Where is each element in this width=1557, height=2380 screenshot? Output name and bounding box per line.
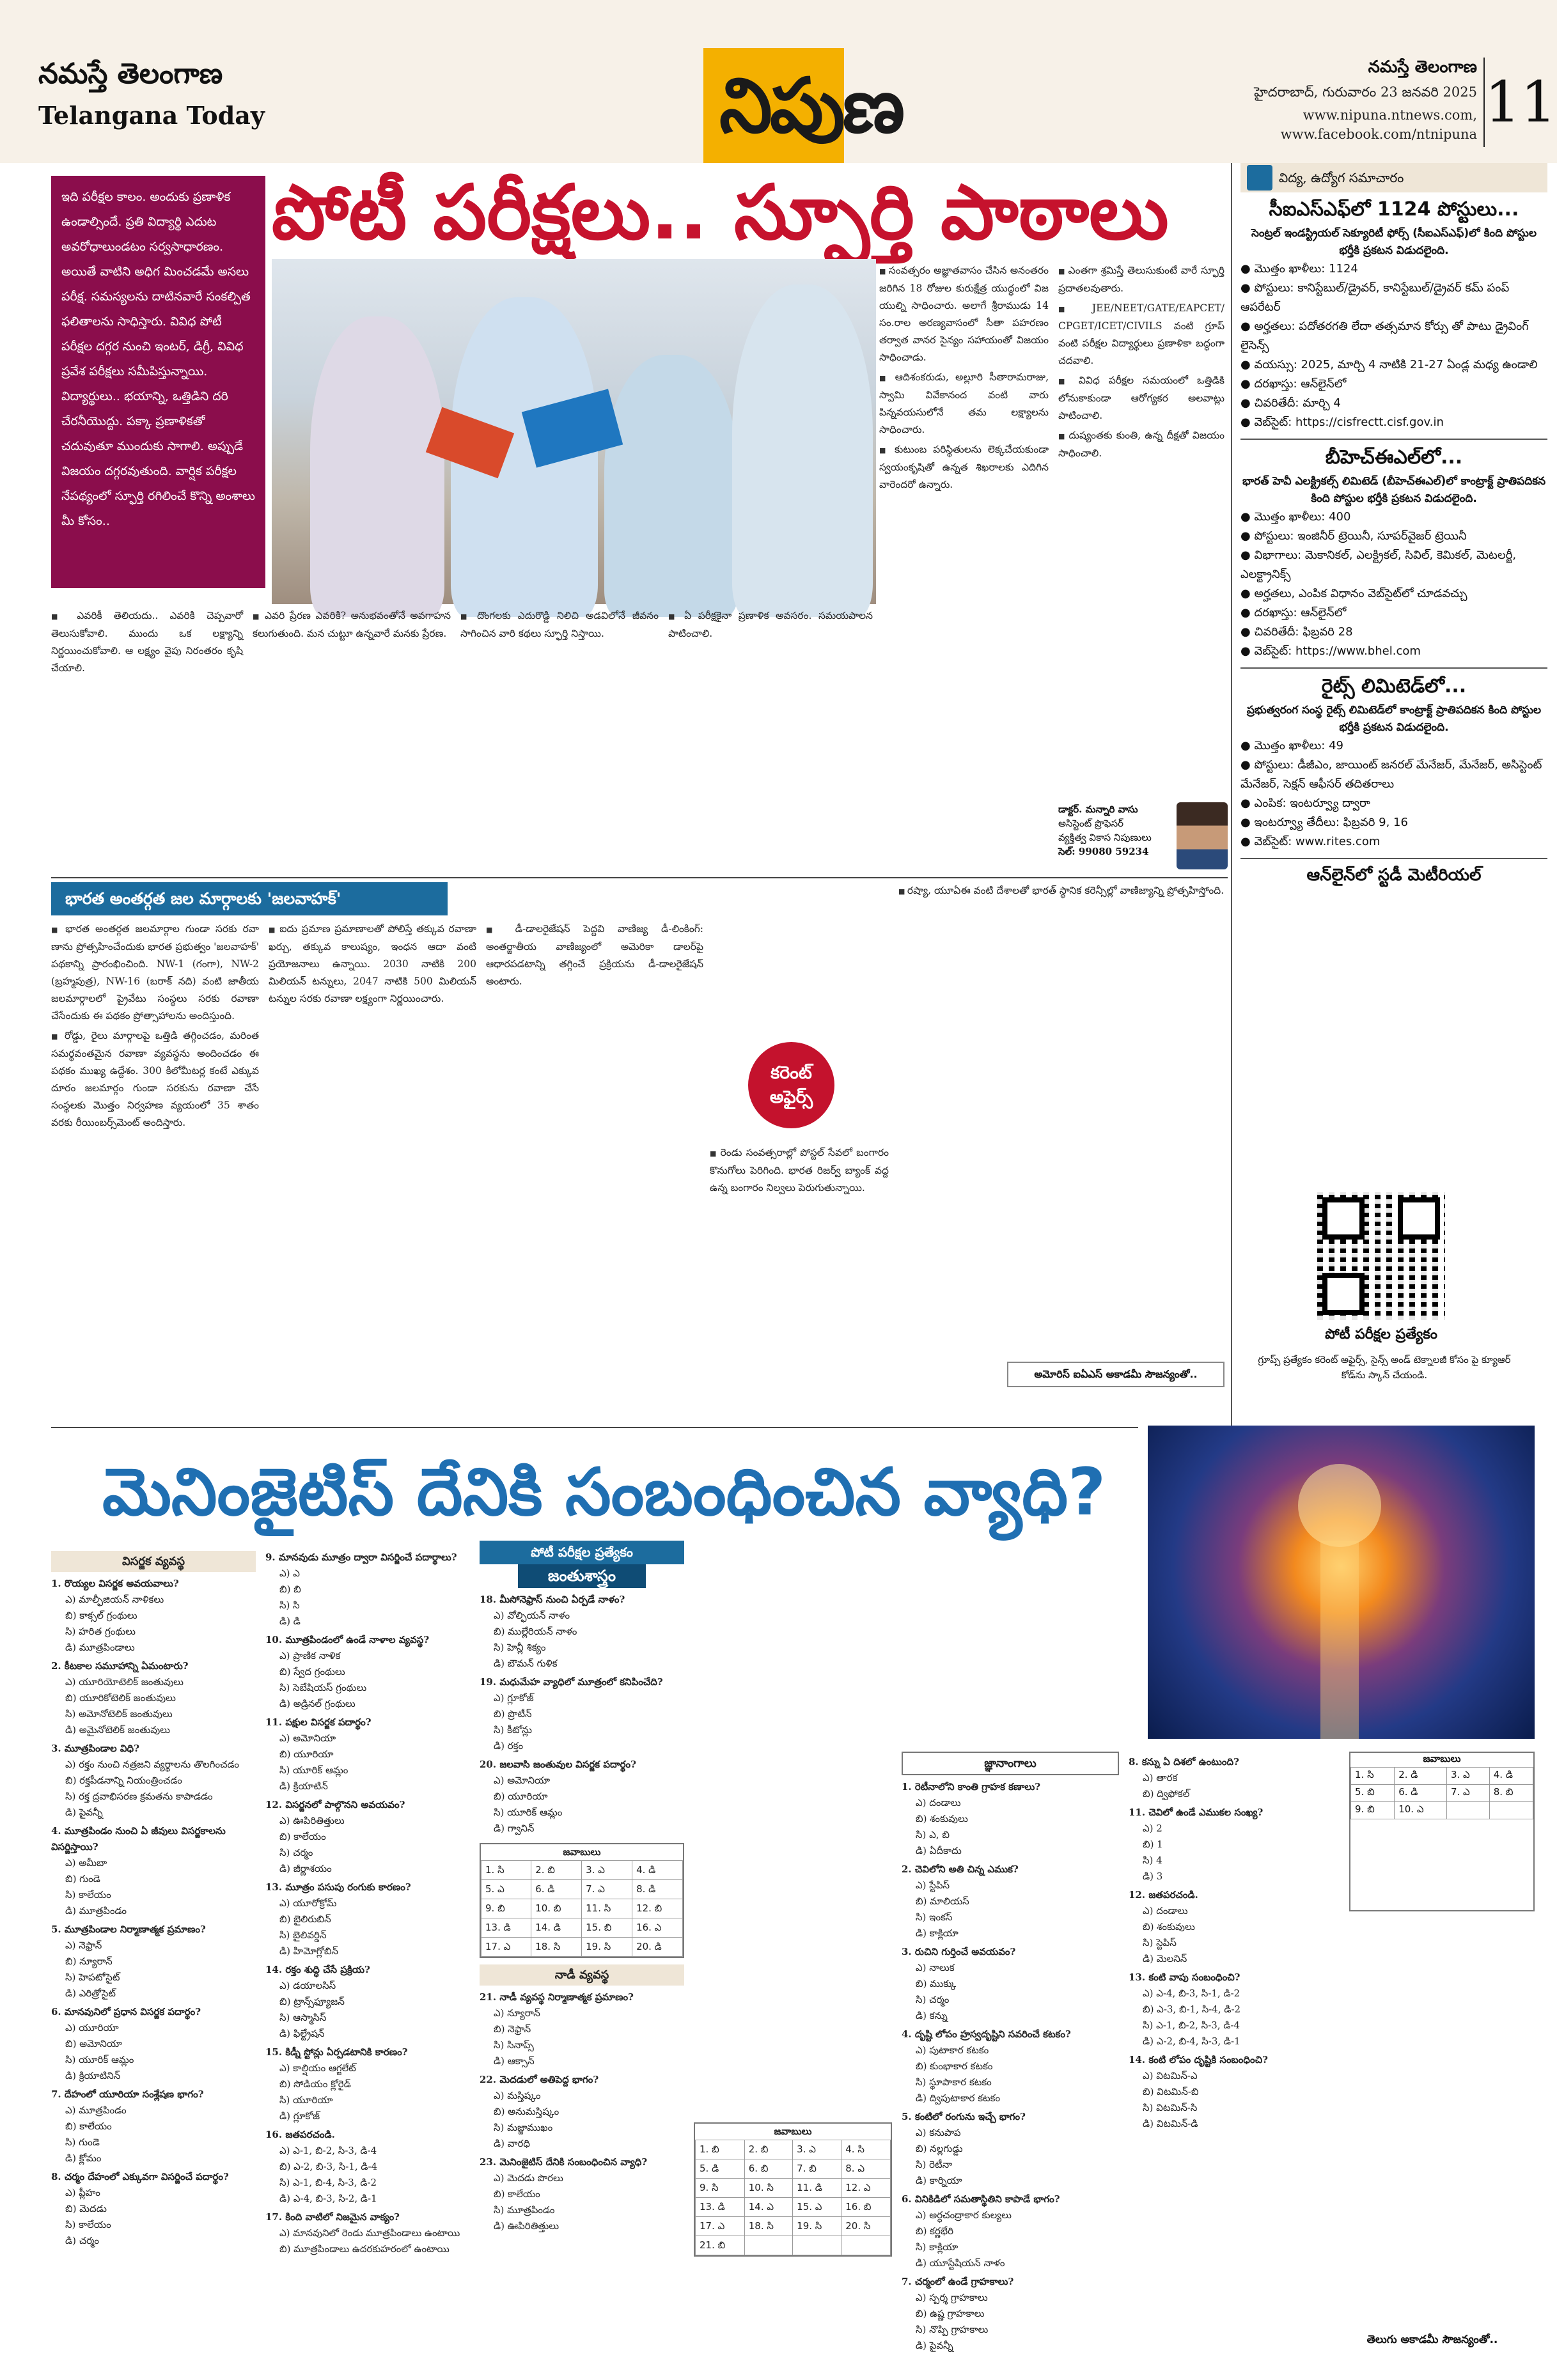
answer-cell: 9. బి — [481, 1899, 531, 1918]
job-sub: ప్రభుత్వరంగ సంస్థ రైట్స్ లిమిటెడ్‌లో కాంట్రాక్ట్ ప్రాతిపదికన కింది పోస్టుల భర్తీకి ప్రకటన విడుదలైంది. — [1246, 704, 1542, 734]
quiz-question: 12. విసర్జనలో పాల్గొనని అవయవం? ఎ) ఊపిరితిత్తులు బి) కాలేయం సి) చర్మం డి) జీర్ణాశయం — [265, 1799, 405, 1874]
answer-cell: 16. బి — [841, 2198, 891, 2217]
divider — [51, 877, 1228, 878]
qr-caption: పోటీ పరీక్షల ప్రత్యేకం — [1325, 1326, 1437, 1342]
answer-cell: 2. బి — [531, 1861, 582, 1880]
quiz-column — [694, 1547, 892, 2372]
answer-cell: 5. ఎ — [481, 1880, 531, 1899]
answer-cell: 4. డి — [632, 1861, 683, 1880]
answer-cell — [1489, 1802, 1533, 1819]
answer-cell: 16. ఎ — [632, 1918, 683, 1938]
answer-cell: 8. డి — [632, 1880, 683, 1899]
answer-cell: 7. ఎ — [582, 1880, 632, 1899]
answer-cell: 4. సి — [841, 2140, 891, 2159]
job-sub: సెంట్రల్ ఇండస్ట్రియల్ సెక్యూరిటీ ఫోర్స్ (సీఐఎస్ఎఫ్)లో కింది పోస్టుల భర్తీకి ప్రకటన విడుదలైంది. — [1251, 227, 1537, 257]
answer-cell: 11. సి — [582, 1899, 632, 1918]
quiz-question: 19. మధుమేహ వ్యాధిలో మూత్రంలో కనిపించేది? ఎ) గ్లూకోజ్ బి) ప్రొటీన్ సి) కీటోన్లు డి) రక్తం — [480, 1676, 663, 1752]
answer-cell: 1. సి — [1351, 1768, 1395, 1785]
student-figure — [604, 355, 739, 617]
section-flag — [719, 48, 903, 163]
job-sub: భారత్ హెవీ ఎలక్ట్రికల్స్ లిమిటెడ్ (బీహెచ్ఈఎల్)లో కాంట్రాక్ట్ ప్రాతిపదికన కింది పోస్టుల భర్తీకి ప్రకటన విడుదలైంది. — [1242, 475, 1546, 505]
section-header: జ్ఞానాంగాలు — [902, 1752, 1119, 1775]
answer-cell: 12. ఎ — [841, 2179, 891, 2198]
quiz-question: 1. రెటీనాలోని కాంతి గ్రాహక కణాలు? ఎ) దండాలు బి) శంకువులు సి) ఎ, బి డి) ఏదీకాదు — [902, 1781, 1041, 1856]
answer-cell: 18. సి — [744, 2217, 792, 2236]
article1-column: ■ దొంగలకు ఎదురొడ్డి నిలిచి అడవిలోనే జీవనం సాగించిన వారి కథలు స్ఫూర్తి నిస్తాయి. — [460, 607, 659, 876]
quiz-question: 13. మూత్రం పసుపు రంగుకు కారణం? ఎ) యూరోక్రోమ్ బి) బైలిరుబిన్ సి) బైలివర్డిన్ డి) హిమోగ్లోబిన్ — [265, 1881, 411, 1957]
article2-credit: అమోరిస్ ఐఏఎస్ అకాడమీ సౌజన్యంతో.. — [1007, 1362, 1224, 1387]
quiz-question: 8. చర్మం దేహంలో ఎక్కువగా విసర్జించే పదార్థం? ఎ) ప్లీహం బి) మెదడు సి) కాలేయం డి) చర్మం — [51, 2171, 229, 2246]
section-title: నిపుణ — [719, 61, 903, 150]
answer-cell: 12. బి — [632, 1899, 683, 1918]
answer-cell: 10. బి — [531, 1899, 582, 1918]
quiz-question: 9. మానవుడు మూత్రం ద్వారా విసర్జించే పదార్థాలు? ఎ) ఎ బి) బి సి) సి డి) డి — [265, 1552, 457, 1627]
answer-cell: 15. బి — [582, 1918, 632, 1938]
paper-name: నమస్తే తెలంగాణ — [1368, 58, 1477, 77]
website-link[interactable]: ● వెబ్‌సైట్: https://www.bhel.com — [1240, 642, 1547, 661]
section-header: విసర్జక వ్యవస్థ — [51, 1551, 256, 1572]
jobs-sidebar — [1240, 198, 1547, 1189]
answer-key: జవాబులు 1. బి 2. బి 3. ఎ 4. సి 5. డి 6. బి 7. బి 8. ఎ 9. సి 10. సి 11. డి 12. ఎ 13. డి 14. ఎ 15. ఎ 16. బి 17. ఎ 18. సి 19. సి 20. సి 21. బి — [694, 2122, 892, 2257]
quiz-question: 7. చర్మంలో ఉండే గ్రాహకాలు? ఎ) స్పర్శ గ్రాహకాలు బి) ఉష్ణ గ్రాహకాలు సి) నొప్పి గ్రాహకాలు డి) పైవన్నీ — [902, 2276, 1014, 2351]
job-title: రైట్స్ లిమిటెడ్‌లో... — [1321, 675, 1467, 697]
answer-cell: 8. ఎ — [841, 2159, 891, 2179]
quiz-question: 6. వినికిడిలో సమతాస్థితిని కాపాడే భాగం? ఎ) అర్ధచంద్రాకార కుల్యలు బి) కర్ణభేరి సి) కాక్లియా డి) యూస్టేషియన్ నాళం — [902, 2193, 1060, 2269]
job-block-bhel: బీహెచ్ఈఎల్‌లో... భారత్ హెవీ ఎలక్ట్రికల్స్ లిమిటెడ్ (బీహెచ్ఈఎల్)లో కాంట్రాక్ట్ ప్రాతిపదికన కింది పోస్టుల భర్తీకి ప్రకటన విడుదలైంది. ● మొత్తం ఖాళీలు: 400 ● పోస్టులు: ఇంజినీర్ ట్రెయినీ, సూపర్‌వైజర్ ట్రెయినీ ● విభాగాలు: మెకానికల్, ఎలక్ట్రికల్, సివిల్, కెమికల్, మెటలర్జీ, ఎలక్ట్రానిక్స్ ● అర్హతలు, ఎంపిక విధానం వెబ్‌సైట్‌లో చూడవచ్చు ● దరఖాస్తు: ఆన్‌లైన్‌లో ● చివరితేదీ: ఫిబ్రవరి 28 ● వెబ్‌సైట్: https://www.bhel.com — [1240, 446, 1547, 661]
answer-cell — [793, 2236, 841, 2255]
answer-cell — [841, 2236, 891, 2255]
article3-credit: తెలుగు అకాడమీ సౌజన్యంతో.. — [1366, 2333, 1498, 2346]
quiz-question: 6. మానవునిలో ప్రధాన విసర్జక పదార్థం? ఎ) యూరియా బి) అమోనియా సి) యూరిక్ ఆమ్లం డి) క్రియాటినిన్ — [51, 2006, 201, 2081]
nervous-system-illustration — [1148, 1426, 1535, 1739]
answer-cell: 20. డి — [632, 1938, 683, 1957]
answer-cell: 20. సి — [841, 2217, 891, 2236]
quiz-question: 4. దృష్టి లోపం హ్రస్వదృష్టిని సవరించే కటకం? ఎ) పుటాకార కటకం బి) కుంభాకార కటకం సి) స్థూపాకార కటకం డి) ద్విపుటాకార కటకం — [902, 2028, 1071, 2104]
quiz-question: 4. మూత్రపిండం నుంచి ఏ జీవులు విసర్జకాలను విసర్జిస్తాయి? ఎ) అమీబా బి) గుండె సి) కాలేయం డి) మూత్రపిండం — [51, 1825, 226, 1917]
article2-column: ■ రష్యా, యూఏఈ వంటి దేశాలతో భారత్ స్థానిక కరెన్సీల్లో వాణిజ్యాన్ని ప్రోత్సహిస్తోంది. — [898, 882, 1224, 1355]
quiz-question: 5. కంటిలో రంగును ఇచ్చే భాగం? ఎ) కనుపాప బి) నల్లగుడ్డు సి) రెటీనా డి) కార్నియా — [902, 2111, 1026, 2186]
answer-cell: 11. డి — [793, 2179, 841, 2198]
website-link[interactable]: ● వెబ్‌సైట్: https://cisfrectt.cisf.gov.in — [1240, 413, 1547, 432]
brand-english: Telangana Today — [38, 101, 265, 130]
answer-cell — [1446, 1802, 1489, 1819]
quiz-question: 11. పక్షుల విసర్జక పదార్థం? ఎ) అమోనియా బి) యూరియా సి) యూరిక్ ఆమ్లం డి) క్రియాటిన్ — [265, 1716, 372, 1792]
answer-cell: 6. బి — [744, 2159, 792, 2179]
current-affairs-badge: కరెంట్ అఫైర్స్ — [748, 1042, 834, 1128]
facebook-link[interactable]: www.facebook.com/ntnipuna — [1280, 127, 1477, 142]
answer-cell: 2. డి — [1395, 1768, 1447, 1785]
quiz-question: 16. జతపరచండి. ఎ) ఎ-1, బి-2, సి-3, డి-4 బి) ఎ-2, బి-3, సి-1, డి-4 సి) ఎ-1, బి-4, సి-3, డి-2 డి) ఎ-4, బి-3, సి-2, డి-1 — [265, 2129, 378, 2204]
page-number: 11 — [1483, 58, 1547, 147]
job-title: బీహెచ్ఈఎల్‌లో... — [1325, 446, 1463, 469]
website-link[interactable]: www.nipuna.ntnews.com, — [1303, 107, 1477, 123]
intro-box — [51, 176, 265, 588]
quiz-question: 17. కింది వాటిలో నిజమైన వాక్యం? ఎ) మానవునిలో రెండు మూత్రపిండాలు ఉంటాయి బి) మూత్రపిండాలు ఉదరకుహరంలో ఉంటాయి — [265, 2211, 460, 2255]
website-link[interactable]: ● వెబ్‌సైట్: www.rites.com — [1240, 832, 1547, 852]
quiz-question: 22. మెదడులో అతిపెద్ద భాగం? ఎ) మస్తిష్కం బి) అనుమస్తిష్కం సి) మజ్జాముఖం డి) వారధి — [480, 2074, 599, 2149]
answer-cell: 13. డి — [481, 1918, 531, 1938]
job-block-cisf: సీఐఎస్ఎఫ్‌లో 1124 పోస్టులు... సెంట్రల్ ఇండస్ట్రియల్ సెక్యూరిటీ ఫోర్స్ (సీఐఎస్ఎఫ్)లో కింది పోస్టుల భర్తీకి ప్రకటన విడుదలైంది. ● మొత్తం ఖాళీలు: 1124 ● పోస్టులు: కానిస్టేబుల్/డ్రైవర్, కానిస్టేబుల్/డ్రైవర్ కమ్ పంప్ ఆపరేటర్ ● అర్హతలు: పదోతరగతి లేదా తత్సమాన కోర్సు తో పాటు డ్రైవింగ్ లైసెన్స్ ● వయస్సు: 2025, మార్చి 4 నాటికి 21-27 ఏండ్ల మధ్య ఉండాలి ● దరఖాస్తు: ఆన్‌లైన్‌లో ● చివరితేదీ: మార్చి 4 ● వెబ్‌సైట్: https://cisfrectt.cisf.gov.in — [1240, 198, 1547, 432]
quiz-question: 8. కన్ను ఏ దిశలో ఉంటుంది? ఎ) తారక బి) ద్విఫోకల్ — [1129, 1756, 1239, 1800]
answer-cell: 3. ఎ — [582, 1861, 632, 1880]
subject-label: జంతుశాస్త్రం — [518, 1564, 646, 1588]
answer-cell: 7. బి — [793, 2159, 841, 2179]
quiz-question: 7. దేహంలో యూరియా సంశ్లేషణ భాగం? ఎ) మూత్రపిండం బి) కాలేయం సి) గుండె డి) క్లోమం — [51, 2088, 204, 2164]
answer-cell: 14. డి — [531, 1918, 582, 1938]
author-org: వ్యక్తిత్వ వికాస నిపుణులు — [1058, 832, 1152, 843]
online-material-title: ఆన్‌లైన్‌లో స్టడీ మెటీరియల్ — [1306, 866, 1482, 885]
brain-icon — [1298, 1464, 1381, 1547]
students-photo — [272, 259, 876, 604]
divider — [1240, 667, 1547, 669]
article2-headline: భారత అంతర్గత జల మార్గాలకు 'జలవాహక్' — [51, 882, 448, 915]
job-title: సీఐఎస్ఎఫ్‌లో 1124 పోస్టులు... — [1269, 198, 1519, 221]
quiz-question: 3. మూత్రపిండాల విధి? ఎ) రక్తం నుంచి నత్రజని వ్యర్థాలను తొలగించడం బి) రక్తపీడనాన్ని నియంత్రించడం సి) రక్త ద్రవాభిసరణ క్రమతను కాపాడడం డి) పైవన్నీ — [51, 1743, 239, 1818]
answer-table — [695, 2140, 891, 2255]
quiz-question: 11. చెవిలో ఉండే ఎముకల సంఖ్య? ఎ) 2 బి) 1 సి) 4 డి) 3 — [1129, 1807, 1264, 1882]
answer-cell: 9. బి — [1351, 1802, 1395, 1819]
divider — [1240, 439, 1547, 440]
quiz-question: 1. రొయ్యల విసర్జక అవయవాలు? ఎ) మాల్ఫీజియన్ నాళికలు బి) కాక్సల్ గ్రంథులు సి) హరిత గ్రంథులు డి) మూత్రపిండాలు — [51, 1578, 179, 1653]
quiz-column — [1129, 1752, 1346, 2372]
qr-note: గ్రూప్స్ ప్రత్యేకం కరెంట్ అఫైర్స్, సైన్స్ అండ్ టెక్నాలజీ కోసం పై క్యూఆర్ కోడ్‌ను స్కాన్ చేయండి. — [1258, 1354, 1511, 1381]
answer-cell: 5. డి — [696, 2159, 745, 2179]
answer-cell: 6. డి — [1395, 1785, 1447, 1802]
quiz-column — [480, 1541, 684, 2372]
answer-cell: 3. ఎ — [1446, 1768, 1489, 1785]
answer-cell — [744, 2236, 792, 2255]
author-phone: సెల్: 99080 59234 — [1058, 846, 1149, 857]
answer-cell: 19. సి — [793, 2217, 841, 2236]
quiz-question: 2. చెవిలోని అతి చిన్న ఎముక? ఎ) స్టేపిస్ బి) మాలియస్ సి) ఇంకస్ డి) కాక్లియా — [902, 1863, 1019, 1939]
student-figure — [310, 316, 444, 617]
intro-text: ఇది పరీక్షల కాలం. అందుకు ప్రణాళిక ఉండాల్సిందే. ప్రతి విద్యార్థి ఎదుట అవరోధాలుండటం సర్వసాధారణం. అయితే వాటిని అధిగ మించడమే అసలు పరీక్ష. సమస్యలను దాటినవారే సంకల్పిత ఫలితాలను సాధిస్తారు. వివిధ పోటీ పరీక్షల దగ్గర నుంచి ఇంటర్, డిగ్రీ, వివిధ ప్రవేశ పరీక్షలు సమీపిస్తున్నాయి. విద్యార్థులు.. భయాన్ని, ఒత్తిడిని దరి చేరనీయొద్దు. పక్కా ప్రణాళికతో చదువుతూ ముందుకు సాగాలి. అప్పుడే విజయం దగ్గరవుతుంది. వార్షిక పరీక్షల నేపథ్యంలో స్ఫూర్తి రగిలించే కొన్ని అంశాలు మీ కోసం.. — [61, 190, 255, 528]
special-label: పోటీ పరీక్షల ప్రత్యేకం — [480, 1541, 684, 1564]
quiz-question: 21. నాడీ వ్యవస్థ నిర్మాణాత్మక ప్రమాణం? ఎ) న్యూరాన్ బి) నెఫ్రాన్ సి) సినాప్స్ డి) ఆక్సాన్ — [480, 1991, 634, 2067]
article2-column: ■ డీ-డాలరైజేషన్ పెద్దవి వాణిజ్య డీ-లింకింగ్: అంతర్జాతీయ వాణిజ్యంలో అమెరికా డాలర్‌పై ఆధారపడటాన్ని తగ్గించే ప్రక్రియను డీ-డాలరైజేషన్ అంటారు. — [486, 921, 703, 1419]
student-figure — [732, 284, 873, 617]
answer-key: జవాబులు 1. సి 2. డి 3. ఎ 4. డి 5. బి 6. డి 7. ఎ 8. బి 9. బి 10. ఎ — [1349, 1752, 1535, 1911]
book-icon — [1247, 165, 1272, 191]
quiz-question: 12. జతపరచండి. ఎ) దండాలు బి) శంకువులు సి) స్టెపిస్ డి) మెలనిన్ — [1129, 1889, 1198, 1964]
article2-column: ■ రెండు సంవత్సరాల్లో పోస్టల్ సేవలో బంగారం కొనుగోలు పెరిగింది. భారత రిజర్వ్ బ్యాంక్ వద్ద ఉన్న బంగారం నిల్వలు పెరుగుతున్నాయి. — [710, 1144, 889, 1419]
divider — [51, 1427, 1138, 1428]
brand-logo — [38, 58, 307, 153]
author-name: డాక్టర్. మన్నారి వాసు — [1058, 804, 1138, 815]
quiz-question: 14. కంటి లోపం దృష్టికి సంబంధించి? ఎ) విటమిన్-ఎ బి) విటమిన్-బి సి) విటమిన్-సి డి) విటమిన్-డి — [1129, 2054, 1268, 2129]
brand-telugu: నమస్తే తెలంగాణ — [38, 58, 223, 90]
answer-cell: 17. ఎ — [696, 2217, 745, 2236]
answer-cell: 3. ఎ — [793, 2140, 841, 2159]
answer-cell: 6. డి — [531, 1880, 582, 1899]
quiz-question: 3. రుచిని గుర్తించే అవయవం? ఎ) నాలుక బి) ముక్కు సి) చర్మం డి) కన్ను — [902, 1946, 1016, 2021]
answer-cell: 2. బి — [744, 2140, 792, 2159]
article1-column: ■ ఎవరికీ తెలియదు.. ఎవరికి చెప్పవారో తెలుసుకోవాలి. ముందు ఒక లక్ష్యాన్ని నిర్ణయించుకోవాలి. ఆ లక్ష్యం వైపు నిరంతరం కృషి చేయాలి. — [51, 607, 243, 876]
answer-cell: 13. డి — [696, 2198, 745, 2217]
avatar — [1177, 802, 1228, 869]
answer-cell: 21. బి — [696, 2236, 745, 2255]
quiz-question: 20. జలవాసి జంతువుల విసర్జక పదార్థం? ఎ) అమోనియా బి) యూరియా సి) యూరిక్ ఆమ్లం డి) గ్వానిన్ — [480, 1759, 636, 1834]
section-header: నాడీ వ్యవస్థ — [480, 1964, 684, 1986]
quiz-question: 18. మీసోనెఫ్రాస్ నుంచి ఏర్పడే నాళం? ఎ) వోల్ఫియన్ నాళం బి) ముల్లేరియన్ నాళం సి) హెన్లీ శిక్యం డి) బౌమన్ గుళిక — [480, 1594, 625, 1669]
quiz-question: 15. కిడ్నీ స్టోన్లు ఏర్పడటానికి కారణం? ఎ) కాల్షియం ఆగ్జలేట్ బి) సోడియం క్లోరైడ్ సి) యూరియా డి) గ్లూకోజ్ — [265, 2046, 408, 2122]
sidebar-header: విద్య, ఉద్యోగ సమాచారం — [1240, 163, 1547, 192]
article1-column: ■ ఎంతగా శ్రమిస్తే తెలుసుకుంటే వారే స్ఫూర్తి ప్రదాతలవుతారు. ■ JEE/NEET/GATE/EAPCET/ CPGET/ICET/CIVILS వంటి గ్రూప్ వంటి పరీక్షల విద్యార్థులు ప్రణాళికా బద్ధంగా చదవాలి. ■ వివిధ పరీక్షల సమయంలో ఒత్తిడికి లోనుకాకుండా ఆరోగ్యకర అలవాట్లు పాటించాలి. ■ దుష్యంతకు కుంతి, ఉన్న దీక్షతో విజయం సాధించాలి. — [1058, 262, 1224, 799]
answer-cell: 19. సి — [582, 1938, 632, 1957]
job-block-rites: రైట్స్ లిమిటెడ్‌లో... ప్రభుత్వరంగ సంస్థ రైట్స్ లిమిటెడ్‌లో కాంట్రాక్ట్ ప్రాతిపదికన కింది పోస్టుల భర్తీకి ప్రకటన విడుదలైంది. ● మొత్తం ఖాళీలు: 49 ● పోస్టులు: డీజీఎం, జాయింట్ జనరల్ మేనేజర్, మేనేజర్, అసిస్టెంట్ మేనేజర్, సెక్షన్ ఆఫీసర్ తదితరాలు ● ఎంపిక: ఇంటర్వ్యూ ద్వారా ● ఇంటర్వ్యూ తేదీలు: ఫిబ్రవరి 9, 16 ● వెబ్‌సైట్: www.rites.com — [1240, 675, 1547, 852]
answer-cell: 14. ఎ — [744, 2198, 792, 2217]
article1-column: ■ సంవత్సరం అజ్ఞాతవాసం చేసిన అనంతరం జరిగిన 18 రోజుల కురుక్షేత్ర యుద్ధంలో విజ యుల్ని సాధించారు. అలాగే శ్రీరాముడు 14 సం.రాల అరణ్యవాసంలో సీతా పహరణం తర్వాత వానర సైన్యం సహాయంతో విజయం సాధించాడు. ■ ఆదిశంకరుడు, అల్లూరి సీతారామరాజు, స్వామి వివేకానంద వంటి వారు పిన్నవయసులోనే తమ లక్ష్యాలను సాధించారు. ■ కుటుంబ పరిస్థితులను లెక్కచేయకుండా స్వయంకృషితో ఉన్నత శిఖరాలకు ఎదిగిన వారెందరో ఉన్నారు. — [879, 262, 1049, 879]
answer-cell: 1. బి — [696, 2140, 745, 2159]
article1-column: ■ ఏ పరీక్షకైనా ప్రణాళిక అవసరం. సమయపాలన పాటించాలి. — [668, 607, 873, 876]
flag-accent — [703, 48, 719, 163]
quiz-column — [51, 1547, 256, 2372]
divider — [1240, 858, 1547, 859]
quiz-column — [902, 1752, 1119, 2372]
quiz-question: 23. మెనింజైటిస్ దేనికి సంబంధించిన వ్యాధి? ఎ) మెదడు పొరలు బి) కాలేయం సి) మూత్రపిండం డి) ఊపిరితిత్తులు — [480, 2156, 648, 2232]
author-title: అసిస్టెంట్ ప్రొఫెసర్ — [1058, 818, 1124, 829]
quiz-question: 2. కీటకాల సమూహాన్ని ఏమంటారు? ఎ) యూరియోటెలిక్ జంతువులు బి) యూరికోటెలిక్ జంతువులు సి) అమోనోటెలిక్ జంతువులు డి) అమైనోటెలిక్ జంతువులు — [51, 1660, 189, 1736]
answer-cell: 5. బి — [1351, 1785, 1395, 1802]
answer-cell: 9. సి — [696, 2179, 745, 2198]
answer-table — [1350, 1767, 1533, 1819]
answer-cell: 8. బి — [1489, 1785, 1533, 1802]
article3-headline: మెనింజైటిస్ దేనికి సంబంధించిన వ్యాధి? — [102, 1454, 1106, 1530]
answer-cell: 10. సి — [744, 2179, 792, 2198]
article2-column: ■ ఐదు ప్రమాణ ప్రమాణాలతో పోలిస్తే తక్కువ రవాణా ఖర్చు, తక్కువ కాలుష్యం, ఇంధన ఆదా వంటి ప్రయోజనాలు ఉన్నాయి. 2030 నాటికి 200 మిలియన్ టన్నులు, 2047 నాటికి 500 మిలియన్ టన్నుల సరకు రవాణా లక్ష్యంగా నిర్ణయించారు. — [269, 921, 476, 1419]
masthead-info — [1228, 58, 1477, 160]
answer-cell: 7. ఎ — [1446, 1785, 1489, 1802]
article2-column: ■ భారత అంతర్గత జలమార్గాల గుండా సరకు రవా ణాను ప్రోత్సహించేందుకు భారత ప్రభుత్వం 'జలవాహక్' పథకాన్ని ప్రారంభించింది. NW-1 (గంగా), NW-2 (బ్రహ్మపుత్ర), NW-16 (బరాక్ నది) వంటి జాతీయ జలమార్గాలలో ప్రైవేటు సంస్థలు సరకు రవాణా చేసేందుకు ఈ పథకం ప్రోత్సాహాలను అందిస్తుంది. ■ రోడ్డు, రైలు మార్గాలపై ఒత్తిడి తగ్గించడం, మరింత సమర్థవంతమైన రవాణా వ్యవస్థను అందించడం ఈ పథకం ముఖ్య ఉద్దేశం. 300 కిలోమీటర్ల కంటే ఎక్కువ దూరం జలమార్గం గుండా సరకును రవాణా చేసే సంస్థలకు మొత్తం నిర్వహణ వ్యయంలో 35 శాతం వరకు రీయింబర్స్‌మెంట్ అందిస్తారు. — [51, 921, 259, 1419]
answer-cell: 17. ఎ — [481, 1938, 531, 1957]
quiz-column — [265, 1547, 470, 2372]
answer-cell: 18. సి — [531, 1938, 582, 1957]
answer-cell: 15. ఎ — [793, 2198, 841, 2217]
answer-cell: 10. ఎ — [1395, 1802, 1447, 1819]
article1-column: ■ ఎవరి ప్రేరణ ఎవరికి? అనుభవంతోనే అవగాహన కలుగుతుంది. మన చుట్టూ ఉన్నవారే మనకు ప్రేరణ. — [253, 607, 451, 876]
answer-cell: 4. డి — [1489, 1768, 1533, 1785]
quiz-question: 13. కంటి వాపు సంబంధించి? ఎ) ఎ-4, బి-3, సి-1, డి-2 బి) ఎ-3, బి-1, సి-4, డి-2 సి) ఎ-1, బి-2, సి-3, డి-4 డి) ఎ-2, బి-4, సి-3, డి-1 — [1129, 1972, 1241, 2047]
answer-key: జవాబులు 1. సి 2. బి 3. ఎ 4. డి 5. ఎ 6. డి 7. ఎ 8. డి 9. బి 10. బి 11. సి 12. బి 13. డి 14. డి 15. బి 16. ఎ 17. ఎ 18. సి 19. సి 20. డి — [480, 1843, 684, 1958]
quiz-question: 5. మూత్రపిండాల నిర్మాణాత్మక ప్రమాణం? ఎ) నెఫ్రాన్ బి) న్యూరాన్ సి) హెపటోసైట్ డి) ఎరిత్రోసైట్ — [51, 1924, 206, 1999]
article1-headline: పోటీ పరీక్షలు.. స్ఫూర్తి పాఠాలు — [272, 168, 1169, 256]
date-line: హైదరాబాద్, గురువారం 23 జనవరి 2025 — [1254, 84, 1477, 100]
quiz-question: 14. రక్తం శుద్ధి చేసే ప్రక్రియ? ఎ) డయాలసిస్ బి) ట్రాన్స్‌ఫ్యూజన్ సి) ఆస్మాసిస్ డి) ఫిల్ట్రేషన్ — [265, 1964, 370, 2039]
sidebar-divider — [1231, 163, 1232, 1442]
quiz-question: 10. మూత్రపిండంలో ఉండే నాళాల వ్యవస్థ? ఎ) ప్రాణిక నాళిక బి) స్వేద గ్రంథులు సి) సెబేషియస్ గ్రంథులు డి) అడ్రినల్ గ్రంథులు — [265, 1634, 430, 1709]
spine-icon — [1320, 1541, 1359, 1739]
qr-code[interactable] — [1317, 1192, 1445, 1320]
answer-cell: 1. సి — [481, 1861, 531, 1880]
answer-table — [481, 1860, 683, 1957]
